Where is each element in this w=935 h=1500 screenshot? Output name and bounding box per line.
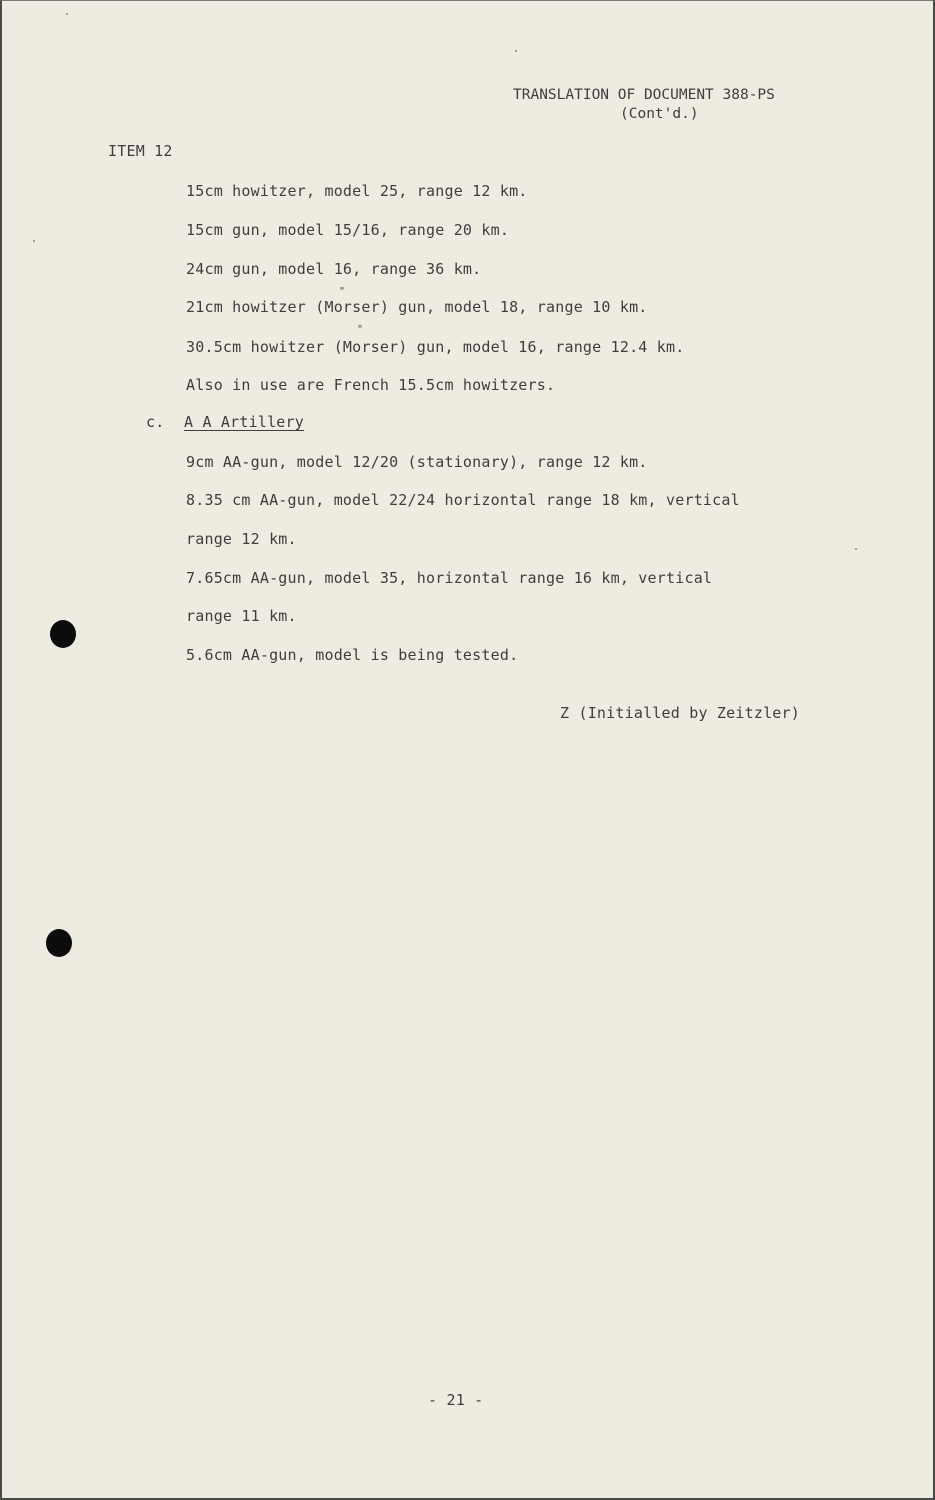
gun-line: 24cm gun, model 16, range 36 km. xyxy=(186,260,482,278)
punch-hole-top xyxy=(50,620,76,648)
aa-gun-line: 7.65cm AA-gun, model 35, horizontal range 16 km, vertical xyxy=(186,569,713,587)
gun-line: 21cm howitzer (Morser) gun, model 18, range 10 km. xyxy=(186,298,648,316)
gun-line: 15cm gun, model 15/16, range 20 km. xyxy=(186,221,510,239)
page-number: - 21 - xyxy=(428,1391,484,1409)
section-letter: c. xyxy=(146,413,165,431)
document-title: TRANSLATION OF DOCUMENT 388-PS xyxy=(513,87,775,103)
paper-speck xyxy=(855,548,857,550)
aa-gun-line: 5.6cm AA-gun, model is being tested. xyxy=(186,646,519,664)
paper-speck xyxy=(66,13,68,15)
gun-line: 15cm howitzer, model 25, range 12 km. xyxy=(186,182,528,200)
umlaut-mark: " xyxy=(339,286,346,297)
item-heading: ITEM 12 xyxy=(108,142,173,160)
aa-gun-line: range 12 km. xyxy=(186,530,297,548)
paper-speck xyxy=(33,240,35,242)
punch-hole-bottom xyxy=(46,929,72,957)
aa-gun-line: 8.35 cm AA-gun, model 22/24 horizontal range 18 km, vertical xyxy=(186,491,740,509)
document-continued: (Cont'd.) xyxy=(620,106,699,122)
gun-line: 30.5cm howitzer (Morser) gun, model 16, range 12.4 km. xyxy=(186,338,685,356)
paper-speck xyxy=(515,50,517,52)
gun-line: Also in use are French 15.5cm howitzers. xyxy=(186,376,556,394)
initials-line: Z (Initialled by Zeitzler) xyxy=(560,704,800,722)
aa-gun-line: range 11 km. xyxy=(186,607,297,625)
aa-gun-line: 9cm AA-gun, model 12/20 (stationary), range 12 km. xyxy=(186,453,648,471)
section-title: A A Artillery xyxy=(184,413,304,431)
umlaut-mark: " xyxy=(357,324,364,335)
